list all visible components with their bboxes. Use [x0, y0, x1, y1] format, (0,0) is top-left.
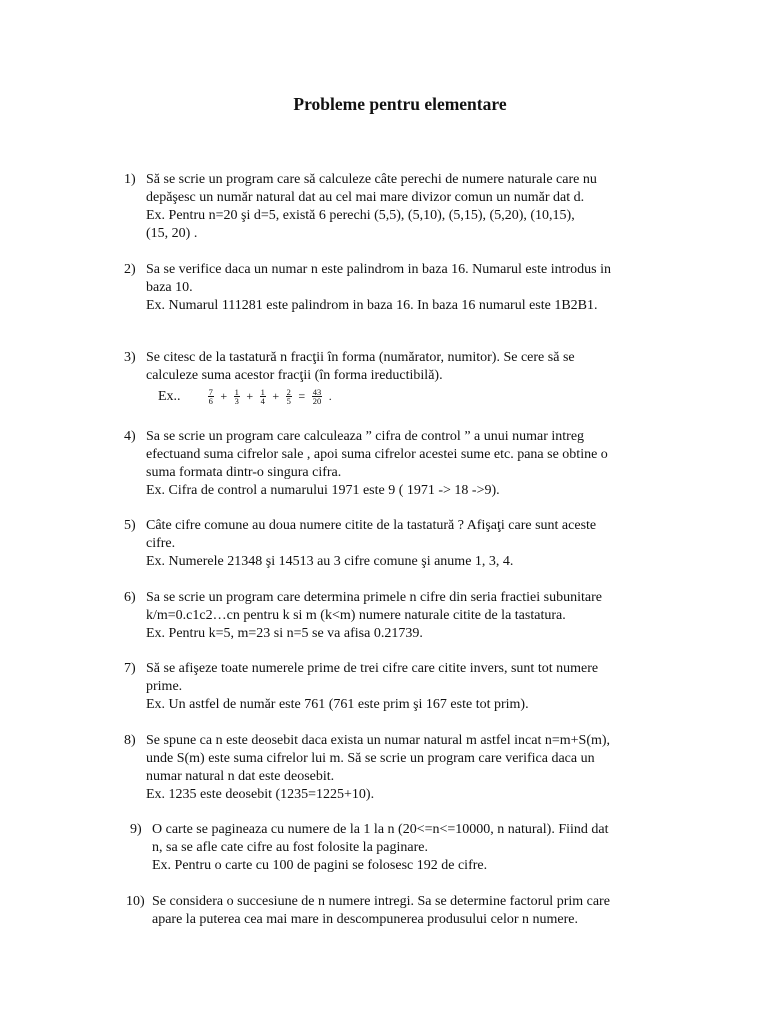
- problem-number: 1): [124, 172, 136, 187]
- problem-number: 3): [124, 350, 136, 365]
- page-title: Probleme pentru elementare: [293, 94, 507, 114]
- problem-text-line: Se spune ca n este deosebit daca exista un numar natural m astfel incat n=m+S(m),: [146, 733, 611, 748]
- problem-9: [130, 821, 670, 875]
- problem-text-line: k/m=0.c1c2…cn pentru k si m (k<m) numere naturale citite de la tastatura.: [146, 608, 566, 623]
- problem-1: [124, 171, 664, 243]
- period: .: [328, 389, 332, 403]
- problem-number: 10): [126, 894, 145, 909]
- problem-text-line: suma formata dintr-o singura cifra.: [146, 465, 342, 480]
- problem-example-line: Ex. Pentru o carte cu 100 de pagini se folosesc 192 de cifre.: [152, 858, 488, 873]
- denominator: 6: [208, 396, 213, 407]
- problem-example-line: Ex. Un astfel de număr este 761 (761 este prim şi 167 este tot prim).: [146, 697, 529, 712]
- problem-text-line: efectuand suma cifrelor sale , apoi suma cifrelor acestei sume etc. pana se obtine o: [146, 447, 608, 462]
- example-label: Ex..: [158, 389, 181, 404]
- problem-3: [124, 349, 664, 406]
- numerator: 1: [260, 387, 265, 398]
- problem-text-line: calculeze suma acestor fracţii (în forma ireductibilă).: [146, 368, 443, 383]
- denominator: 5: [286, 396, 291, 407]
- plus-sign: +: [246, 389, 254, 403]
- problem-text-line: Sa se verifice daca un numar n este palindrom in baza 16. Numarul este introdus in: [146, 262, 611, 277]
- problem-text-line: numar natural n dat este deosebit.: [146, 769, 335, 784]
- problem-4: [124, 428, 664, 500]
- problem-number: 5): [124, 518, 136, 533]
- problem-text-line: Câte cifre comune au doua numere citite de la tastatură ? Afişaţi care sunt aceste: [146, 518, 597, 533]
- problem-5: [124, 517, 664, 571]
- problem-7: [124, 660, 664, 714]
- problem-text-line: cifre.: [146, 536, 176, 551]
- numerator: 1: [234, 387, 239, 398]
- fraction: [286, 388, 292, 405]
- problem-number: 7): [124, 661, 136, 676]
- problem-number: 2): [124, 262, 136, 277]
- problem-6: [124, 589, 664, 643]
- problem-text-line: unde S(m) este suma cifrelor lui m. Să se scrie un program care verifica daca un: [146, 751, 595, 766]
- problem-example-line: Ex. Numerele 21348 şi 14513 au 3 cifre comune şi anume 1, 3, 4.: [146, 554, 514, 569]
- problem-8: [124, 732, 664, 804]
- problem-text-line: baza 10.: [146, 280, 193, 295]
- problem-example-line: Ex. Pentru n=20 şi d=5, există 6 perechi (5,5), (5,10), (5,15), (5,20), (10,15),: [146, 208, 575, 223]
- numerator: 43: [312, 387, 322, 398]
- fraction: [208, 388, 214, 405]
- numerator: 2: [286, 387, 291, 398]
- problem-text-line: Sa se scrie un program care determina primele n cifre din seria fractiei subunitare: [146, 590, 602, 605]
- fraction: [260, 388, 266, 405]
- problem-text-line: depăşesc un număr natural dat au cel mai mare divizor comun un număr dat d.: [146, 190, 585, 205]
- problem-text-line: Să se afişeze toate numerele prime de trei cifre care citite invers, sunt tot numere: [146, 661, 599, 676]
- problem-text-line: Să se scrie un program care să calculeze câte perechi de numere naturale care nu: [146, 172, 597, 187]
- problem-example-line: Ex. Cifra de control a numarului 1971 este 9 ( 1971 -> 18 ->9).: [146, 483, 500, 498]
- problem-number: 4): [124, 429, 136, 444]
- numerator: 7: [208, 387, 213, 398]
- problem-10: [126, 893, 666, 929]
- problem-text-line: Se considera o succesiune de n numere intregi. Sa se determine factorul prim care: [152, 894, 610, 909]
- fraction: [234, 388, 240, 405]
- denominator: 20: [312, 396, 322, 407]
- plus-sign: +: [272, 389, 280, 403]
- problem-text-line: Sa se scrie un program care calculeaza ” cifra de control ” a unui numar intreg: [146, 429, 585, 444]
- problem-example-line: Ex. Numarul 111281 este palindrom in baza 16. In baza 16 numarul este 1B2B1.: [146, 298, 598, 313]
- problem-example-line: Ex. Pentru k=5, m=23 si n=5 se va afisa 0.21739.: [146, 626, 423, 641]
- equals-sign: =: [298, 389, 306, 403]
- fraction-result: [312, 388, 323, 405]
- problem-number: 8): [124, 733, 136, 748]
- problem-text-line: Se citesc de la tastatură n fracţii în forma (numărator, numitor). Se cere să se: [146, 350, 575, 365]
- problem-text-line: O carte se pagineaza cu numere de la 1 la n (20<=n<=10000, n natural). Fiind dat: [152, 822, 609, 837]
- problem-text-line: apare la puterea cea mai mare in descompunerea produsului celor n numere.: [152, 912, 579, 927]
- fraction-example: [158, 387, 664, 406]
- problem-text-line: n, sa se afle cate cifre au fost folosite la paginare.: [152, 840, 428, 855]
- denominator: 3: [234, 396, 239, 407]
- plus-sign: +: [220, 389, 228, 403]
- problem-example-line: (15, 20) .: [146, 226, 198, 241]
- problem-number: 9): [130, 822, 142, 837]
- problem-example-line: Ex. 1235 este deosebit (1235=1225+10).: [146, 787, 375, 802]
- problem-2: [124, 261, 664, 315]
- problem-number: 6): [124, 590, 136, 605]
- problem-text-line: prime.: [146, 679, 183, 694]
- denominator: 4: [260, 396, 265, 407]
